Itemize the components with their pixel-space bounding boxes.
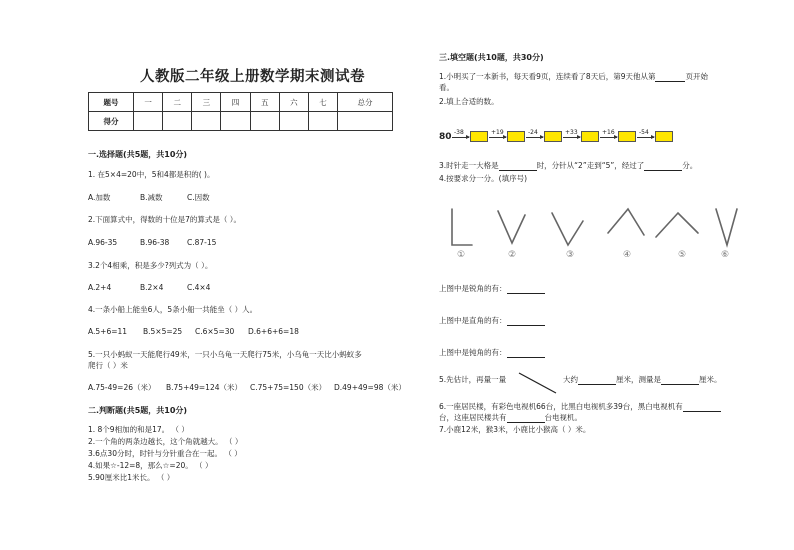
question-text: 1.小明买了一本新书，每天看9页，连续看了8天后，第9天他从第: [439, 72, 656, 81]
answer-blank[interactable]: [655, 73, 685, 82]
answer-blank[interactable]: [683, 403, 721, 412]
question-text: 页开始: [685, 72, 708, 81]
angle-number: ①: [457, 250, 466, 260]
answer-box[interactable]: [507, 131, 525, 142]
chain-op: +19: [491, 129, 504, 136]
question-text: 7.小鹿12米，猴3米，小鹿比小猴高（ ）米。: [439, 425, 591, 434]
question-text: 6.一座居民楼，有彩色电视机66台，比黑白电视机多39台，黑白电视机有: [439, 402, 683, 411]
answer-box[interactable]: [655, 131, 673, 142]
question-text: 台，这座居民楼共有: [439, 413, 507, 422]
answer-blank[interactable]: [507, 349, 545, 358]
list-item: 1. 8个9相加的和是17。 （ ）: [88, 425, 189, 434]
angle-right-shape: [656, 213, 698, 237]
answer-blank[interactable]: [661, 376, 699, 385]
question-text: 台电视机。: [544, 413, 582, 422]
list-item: 3.6点30分时，时针与分针重合在一起。 （ ）: [88, 449, 242, 458]
arrow-icon: [563, 137, 580, 138]
question-text: 爬行（ ）米: [88, 361, 128, 370]
section-heading: 一.选择题(共5题，共10分): [88, 150, 188, 159]
option: D.49+49=98（米）: [334, 383, 406, 392]
score-table-header-row: [89, 93, 393, 112]
question-text: 时，分针从“2”走到“5”，经过了: [536, 161, 645, 170]
option: C.6×5=30: [195, 327, 235, 336]
chain-op: -38: [454, 129, 464, 136]
option: A.加数: [88, 193, 111, 202]
table-cell: 总分: [338, 93, 393, 112]
option: B.2×4: [140, 283, 164, 292]
arrow-icon: [489, 137, 506, 138]
question-text: 5.一只小蚂蚁一天能爬行49米，一只小乌龟一天爬行75米，小乌龟一天比小蚂蚁多: [88, 350, 362, 359]
question-text: 2.填上合适的数。: [439, 97, 499, 106]
arrow-icon: [637, 137, 654, 138]
measure-line-figure: [516, 370, 560, 396]
table-cell: 一: [134, 93, 163, 112]
question-text: [439, 413, 582, 423]
section-heading: 三.填空题(共10题，共30分): [439, 53, 544, 62]
angle-acute-shape: [716, 209, 737, 245]
option: C.因数: [187, 193, 210, 202]
question-text: 4.一条小船上能坐6人，5条小船一共能坐（ ）人。: [88, 305, 258, 314]
chain-op: +16: [602, 129, 615, 136]
arrow-icon: [452, 137, 469, 138]
table-cell: 四: [221, 93, 250, 112]
option: A.96-35: [88, 238, 118, 247]
score-cell[interactable]: [279, 112, 308, 131]
option: A.5+6=11: [88, 327, 128, 336]
angle-number: ③: [566, 250, 575, 260]
angles-figure: [440, 205, 750, 267]
angle-right-shape: [452, 209, 472, 245]
answer-box[interactable]: [470, 131, 488, 142]
answer-blank[interactable]: [644, 162, 682, 171]
option: B.5×5=25: [143, 327, 183, 336]
score-cell[interactable]: [134, 112, 163, 131]
question-text: [439, 316, 545, 326]
question-text: 上图中是锐角的有：: [439, 284, 507, 293]
score-cell[interactable]: [221, 112, 250, 131]
option: D.6+6+6=18: [248, 327, 299, 336]
question-text: [439, 402, 721, 412]
angle-acute-shape: [552, 213, 583, 245]
question-text: 3.2个4相乘，积是多少?列式为（ ）。: [88, 261, 213, 270]
score-cell[interactable]: [192, 112, 221, 131]
angle-number: ⑥: [721, 250, 730, 260]
angle-acute-shape: [498, 211, 525, 243]
question-text: 上图中是钝角的有：: [439, 348, 507, 357]
question-text: [563, 375, 722, 385]
angle-number: ④: [623, 250, 632, 260]
score-table: [88, 92, 393, 131]
question-text: [439, 284, 545, 294]
table-cell: 六: [279, 93, 308, 112]
table-cell: 七: [308, 93, 337, 112]
question-text: 4.按要求分一分。(填序号): [439, 174, 528, 183]
page-title: 人教版二年级上册数学期末测试卷: [140, 69, 365, 85]
question-text: 厘米，测量是: [616, 375, 661, 384]
question-text: 5.先估计，再量一量: [439, 375, 507, 384]
option: B.减数: [140, 193, 163, 202]
answer-box[interactable]: [544, 131, 562, 142]
list-item: 4.如果☆-12=8，那么☆=20。 （ ）: [88, 461, 213, 470]
answer-blank[interactable]: [507, 317, 545, 326]
option: C.75+75=150（米）: [250, 383, 327, 392]
question-text: 大约: [563, 375, 578, 384]
option: A.2+4: [88, 283, 112, 292]
score-table-score-row: [89, 112, 393, 131]
answer-blank[interactable]: [578, 376, 616, 385]
question-text: 上图中是直角的有：: [439, 316, 507, 325]
chain-start-number: 80: [439, 132, 452, 142]
list-item: 2.一个角的两条边越长，这个角就越大。 （ ）: [88, 437, 243, 446]
score-cell[interactable]: [308, 112, 337, 131]
score-cell[interactable]: [338, 112, 393, 131]
angle-number: ⑤: [678, 250, 687, 260]
question-text: 2.下面算式中，得数的十位是7的算式是（ ）。: [88, 215, 242, 224]
chain-op: -54: [639, 129, 649, 136]
answer-blank[interactable]: [507, 285, 545, 294]
question-text: 看。: [439, 83, 454, 92]
option: B.75+49=124（米）: [166, 383, 242, 392]
score-cell[interactable]: [250, 112, 279, 131]
question-text: 3.时针走一大格是: [439, 161, 499, 170]
arrow-icon: [526, 137, 543, 138]
question-text: [439, 161, 697, 171]
answer-box[interactable]: [581, 131, 599, 142]
section-heading: 二.判断题(共5题，共10分): [88, 406, 188, 415]
question-text: 分。: [682, 161, 698, 170]
angle-number: ②: [508, 250, 517, 260]
table-cell: 二: [163, 93, 192, 112]
question-text: 厘米。: [699, 375, 722, 384]
table-cell: 得分: [89, 112, 134, 131]
answer-blank[interactable]: [499, 162, 537, 171]
question-text: [439, 348, 545, 358]
chain-op: -24: [528, 129, 538, 136]
table-cell: 三: [192, 93, 221, 112]
option: C.87-15: [187, 238, 217, 247]
chain-op: +33: [565, 129, 578, 136]
option: B.96-38: [140, 238, 170, 247]
list-item: 5.90厘米比1米长。 （ ）: [88, 473, 175, 482]
answer-box[interactable]: [618, 131, 636, 142]
table-cell: 题号: [89, 93, 134, 112]
question-text: 1. 在5×4=20中，5和4都是积的( )。: [88, 170, 215, 179]
option: C.4×4: [187, 283, 211, 292]
option: A.75-49=26（米）: [88, 383, 156, 392]
angle-acute-shape: [608, 209, 644, 235]
table-cell: 五: [250, 93, 279, 112]
question-text: [439, 72, 708, 82]
score-cell[interactable]: [163, 112, 192, 131]
answer-blank[interactable]: [507, 414, 545, 423]
arrow-icon: [600, 137, 617, 138]
